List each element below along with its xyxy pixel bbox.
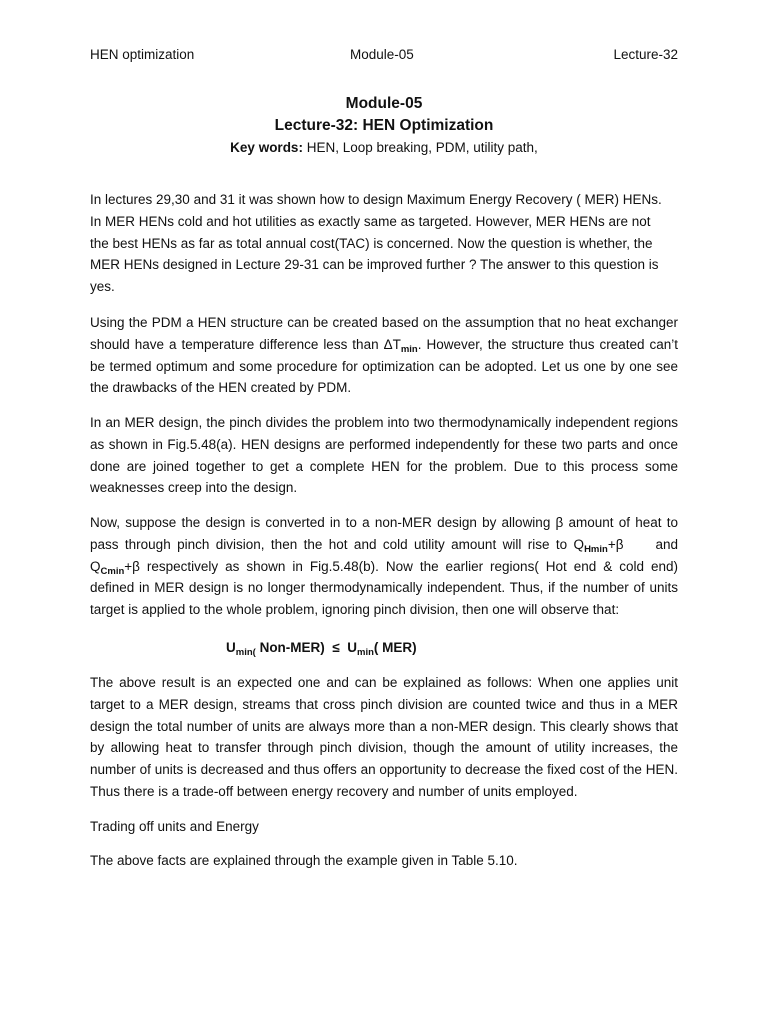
u-nonmer: U [226, 640, 236, 655]
q-cold-subscript: Cmin [100, 565, 125, 577]
paragraph-line: yes. [90, 279, 115, 295]
title-module: Module-05 [345, 95, 423, 112]
q-hot-tail: +β [607, 536, 624, 552]
paragraph-line: the best HENs as far as total annual cost(TAC) is concerned. Now the question is whether, the [90, 235, 653, 251]
u-mer-tail: ( MER) [373, 640, 417, 655]
paragraph-table-reference: The above facts are explained through the example given in Table 5.10. [90, 853, 518, 868]
section-heading-tradeoff: Trading off units and Energy [90, 819, 259, 834]
q-hot-subscript: Hmin [584, 543, 608, 555]
paragraph-line: In lectures 29,30 and 31 it was shown how to design Maximum Energy Recovery ( MER) HENs. [90, 192, 662, 207]
title-block [90, 93, 678, 159]
keywords-label: Key words: [230, 140, 303, 155]
paragraph-text: Using the PDM a HEN structure can be created based on the assumption that no heat exchanger should have a temperature difference less than [90, 315, 678, 352]
u-nonmer-subscript: min( [235, 647, 256, 658]
paragraph-line: In MER HENs cold and hot utilities as exactly same as targeted. However, MER HENs are not [90, 213, 651, 229]
q-cold: Q [90, 558, 101, 574]
paragraph-line: MER HENs designed in Lecture 29-31 can be improved further ? The answer to this question is [90, 257, 659, 273]
u-mer-subscript: min [357, 647, 374, 658]
paragraph-text: Now, suppose the design is converted in to a non-MER design by allowing β amount of heat to pass through pinch division, then the hot and cold utility amount will rise to [90, 515, 678, 552]
paragraph-text: . However, the structure thus created can’t be termed optimum and some procedure for optimization can be adopted. Let us one by one see the drawbacks of the HEN created by PDM. [90, 336, 679, 396]
q-cold-tail: +β [124, 558, 140, 574]
keywords-line [90, 137, 678, 159]
title-lecture: Lecture-32: HEN Optimization [274, 117, 494, 134]
paragraph-pdm [90, 312, 678, 399]
paragraph-explanation: The above result is an expected one and can be explained as follows: When one applies unit target to a MER design, streams that cross pinch division are counted twice and thus in a MER design the total number of units are always more than a non-MER design. This clearly shows that by allowing heat to transfer through pinch division, though the amount of utility increases, the number of units is decreased and thus offers an opportunity to decrease the fixed cost of the HEN. Thus there is a trade-off between energy recovery and number of units employed. [90, 675, 678, 799]
header-lecture: Lecture-32 [613, 47, 678, 62]
q-hot: Q [573, 536, 585, 552]
paragraph-mer-design: In an MER design, the pinch divides the problem into two thermodynamically independent regions as shown in Fig.5.48(a). HEN designs are performed independently for these two parts and once done are joined together to get a complete HEN for the problem. Due to this process some weaknesses creep into the design. [90, 415, 678, 496]
delta-t: ΔT [383, 336, 401, 352]
q-hmin-symbol [573, 536, 624, 555]
paragraph-text: respectively as shown in Fig.5.48(b). Now the earlier regions( Hot end & cold end) defined in MER design is no longer thermodynamically independent. Thus, if the number of units target is applied to the whole problem, ignoring pinch division, then one will observe that: [90, 558, 678, 618]
header-module: Module-05 [350, 47, 414, 62]
u-nonmer-tail: Non-MER) [255, 640, 325, 655]
q-cmin-symbol [90, 558, 140, 577]
keywords-text: HEN, Loop breaking, PDM, utility path, [302, 140, 538, 155]
units-inequality-formula [226, 637, 417, 659]
u-mer: U [347, 640, 357, 655]
paragraph-intro [90, 189, 678, 298]
paragraph-non-mer [90, 512, 678, 621]
header-course-title: HEN optimization [90, 47, 195, 62]
running-header [90, 47, 678, 67]
less-equal-operator: ≤ [332, 640, 340, 655]
and-word: and [655, 536, 678, 552]
delta-t-min-symbol [383, 336, 418, 355]
delta-t-subscript: min [400, 343, 418, 355]
